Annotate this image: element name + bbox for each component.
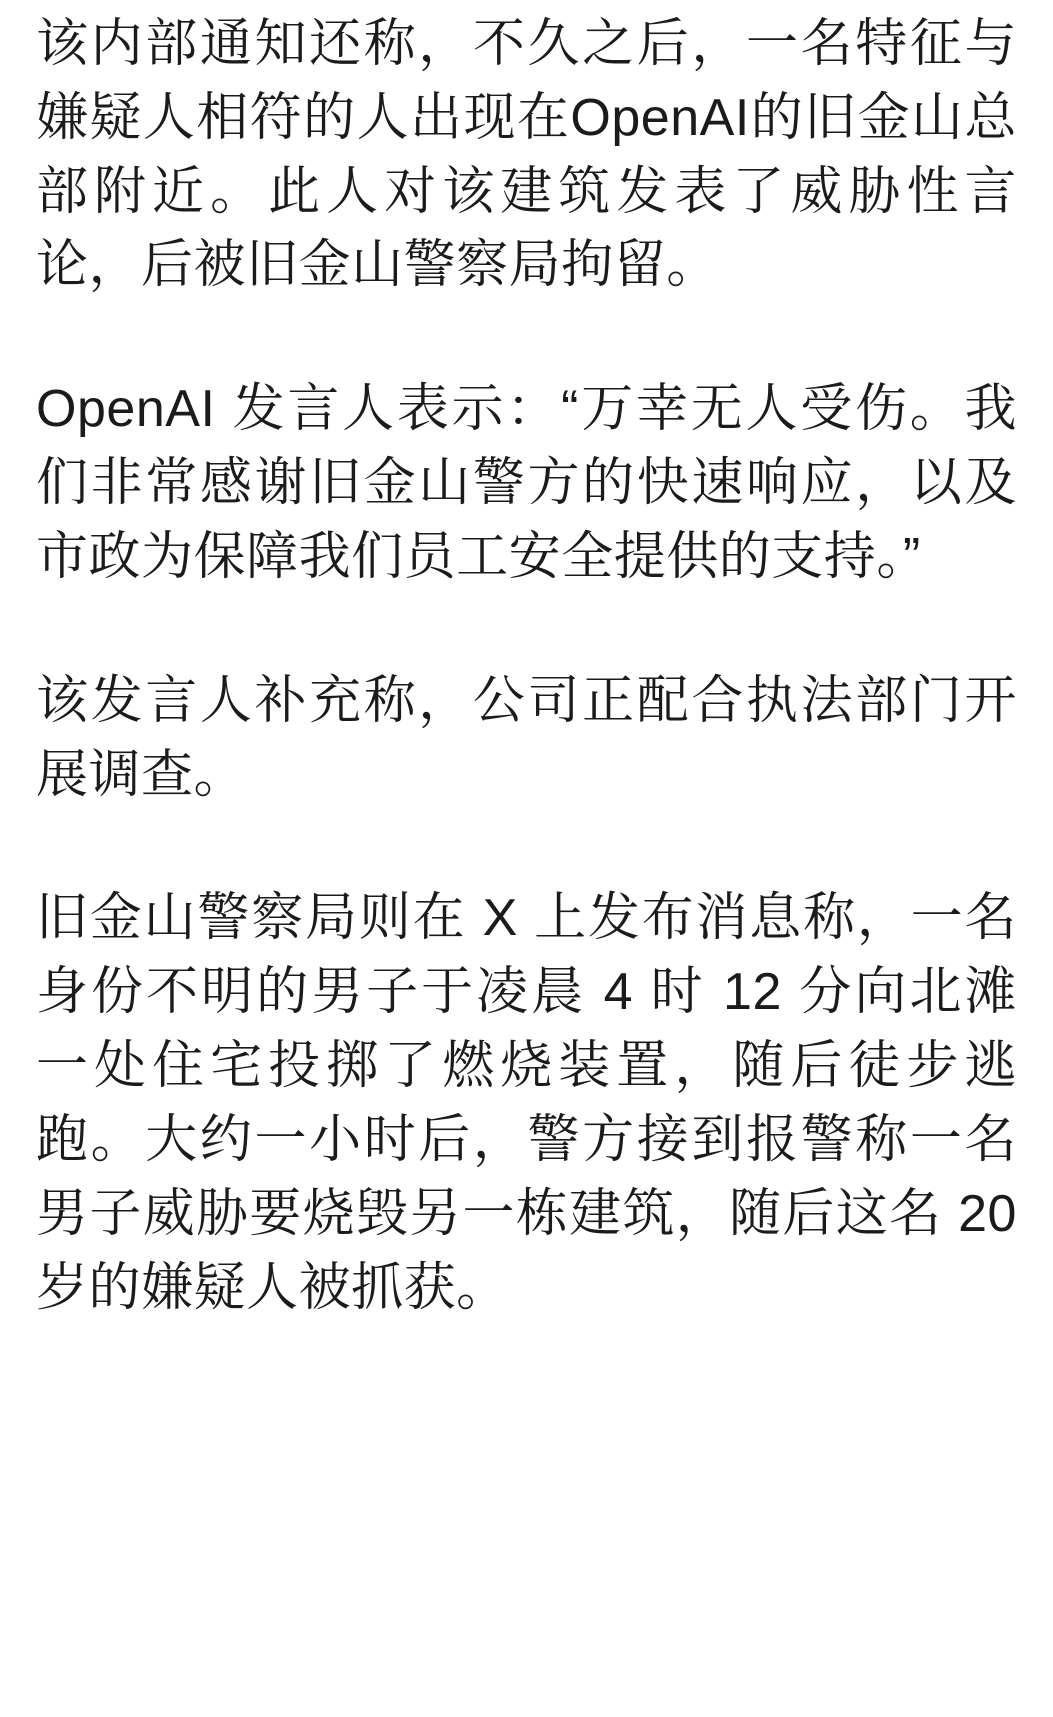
paragraph-2: OpenAI 发言人表示：“万幸无人受伤。我们非常感谢旧金山警方的快速响应，以及市政为保障我们员工安全提供的支持。” [36,380,1017,586]
paragraph-1: 该内部通知还称，不久之后，一名特征与嫌疑人相符的人出现在OpenAI的旧金山总部附近。此人对该建筑发表了威胁性言论，后被旧金山警察局拘留。 [36,15,1017,295]
paragraph-4: 旧金山警察局则在 X 上发布消息称，一名身份不明的男子于凌晨 4 时 12 分向北滩一处住宅投掷了燃烧装置，随后徒步逃跑。大约一小时后，警方接到报警称一名男子威胁要烧毁另一栋建筑，随后这名 20 岁的嫌疑人被抓获。 [36,889,1017,1317]
paragraph-3: 该发言人补充称，公司正配合执法部门开展调查。 [36,671,1017,804]
